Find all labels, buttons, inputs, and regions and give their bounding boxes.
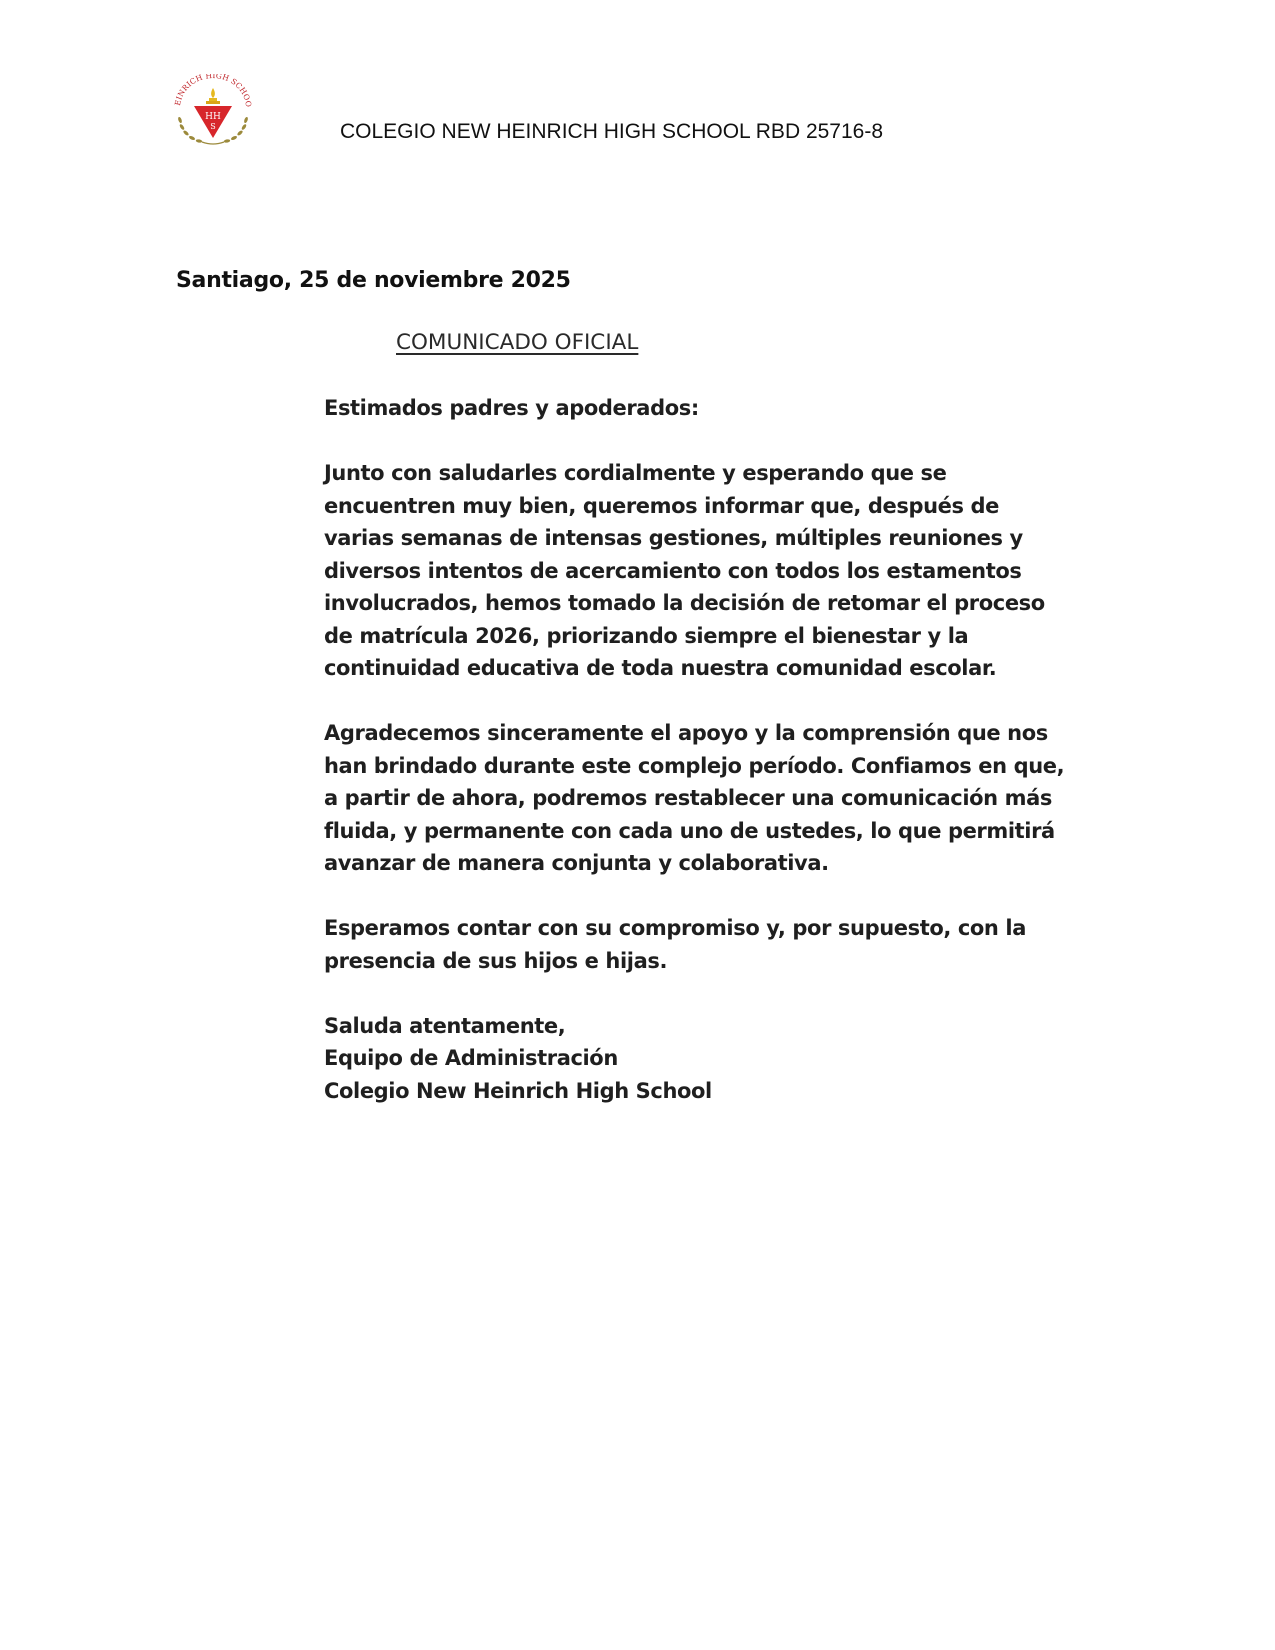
- salutation: [324, 392, 1104, 425]
- paragraph-1: [324, 457, 1104, 685]
- paragraph-line: Esperamos contar con su compromiso y, por supuesto, con la: [324, 916, 1026, 940]
- paragraph-line: continuidad educativa de toda nuestra comunidad escolar.: [324, 656, 997, 680]
- closing-school: Colegio New Heinrich High School: [324, 1078, 712, 1103]
- date-line: Santiago, 25 de noviembre 2025: [176, 268, 571, 293]
- paragraph-line: fluida, y permanente con cada uno de ustedes, lo que permitirá: [324, 818, 1055, 843]
- paragraph-3: [324, 912, 1104, 977]
- school-logo: [172, 74, 254, 146]
- paragraph-line: presencia de sus hijos e hijas.: [324, 948, 668, 973]
- header-title: COLEGIO NEW HEINRICH HIGH SCHOOL RBD 25716-8: [340, 120, 884, 143]
- paragraph-line: avanzar de manera conjunta y colaborativa.: [324, 851, 829, 875]
- school-crest-icon: [172, 74, 254, 146]
- closing-greeting: Saluda atentamente,: [324, 1013, 566, 1038]
- paragraph-line: a partir de ahora, podremos restablecer una comunicación más: [324, 786, 1052, 810]
- paragraph-line: Junto con saludarles cordialmente y esperando que se: [324, 461, 947, 485]
- paragraph-line: han brindado durante este complejo período. Confiamos en que,: [324, 753, 1065, 778]
- closing-team: Equipo de Administración: [324, 1046, 618, 1070]
- letter-body: [324, 392, 1104, 1140]
- paragraph-line: Agradecemos sinceramente el apoyo y la comprensión que nos: [324, 721, 1048, 745]
- paragraph-2: [324, 717, 1104, 880]
- logo-initials-top: HH: [205, 112, 221, 122]
- document-title: COMUNICADO OFICIAL: [396, 330, 639, 355]
- salutation-line: Estimados padres y apoderados:: [324, 396, 699, 420]
- paragraph-line: de matrícula 2026, priorizando siempre el bienestar y la: [324, 623, 969, 648]
- paragraph-line: encuentren muy bien, queremos informar que, después de: [324, 493, 999, 518]
- paragraph-line: diversos intentos de acercamiento con todos los estamentos: [324, 558, 1022, 583]
- paragraph-line: varias semanas de intensas gestiones, múltiples reuniones y: [324, 526, 1023, 550]
- logo-initials-bottom: S: [210, 122, 216, 131]
- paragraph-line: involucrados, hemos tomado la decisión de retomar el proceso: [324, 591, 1045, 615]
- closing-block: [324, 1010, 1104, 1108]
- logo-arc-text: EINRICH HIGH SCHOO: [173, 74, 254, 108]
